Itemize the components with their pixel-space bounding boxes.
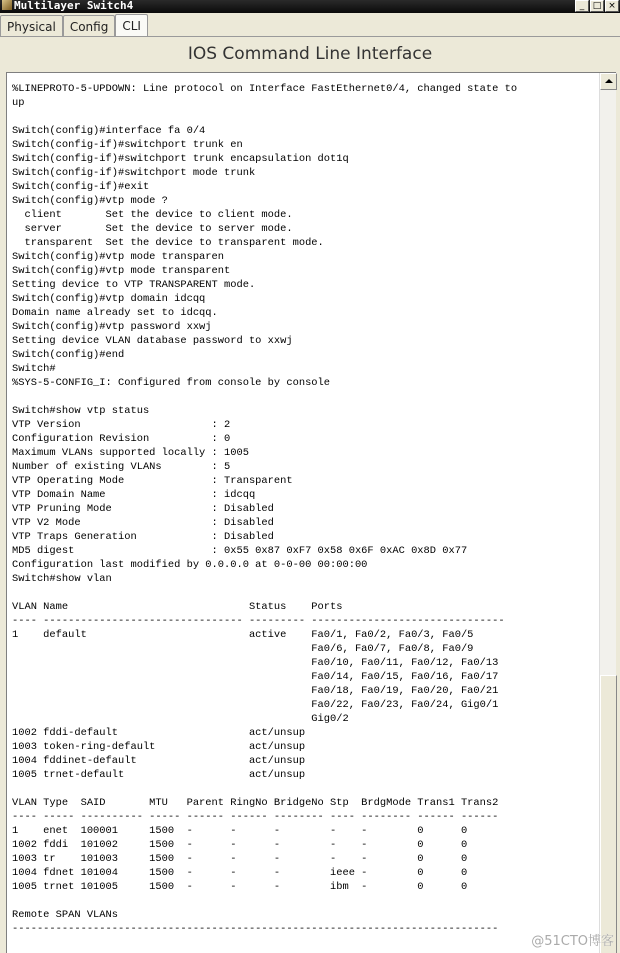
console-line bbox=[12, 110, 597, 124]
console-line: Fa0/6, Fa0/7, Fa0/8, Fa0/9 bbox=[12, 643, 474, 655]
console-line: MD5 digest : 0x55 0x87 0xF7 0x58 0x6F 0xAC 0x8D 0x77 bbox=[12, 545, 468, 557]
console-line: ------------------------------------------------------------------------------ bbox=[12, 923, 499, 935]
minimize-button[interactable]: _ bbox=[575, 0, 589, 12]
console-line: VLAN Name Status Ports bbox=[12, 601, 343, 613]
console-line: Setting device to VTP TRANSPARENT mode. bbox=[12, 279, 256, 291]
console-line: 1 default active Fa0/1, Fa0/2, Fa0/3, Fa0/5 bbox=[12, 629, 474, 641]
console-line: %SYS-5-CONFIG_I: Configured from console by console bbox=[12, 377, 331, 389]
console-line: Switch#show vtp status bbox=[12, 405, 150, 417]
console-line: Fa0/14, Fa0/15, Fa0/16, Fa0/17 bbox=[12, 671, 499, 683]
tab-config[interactable]: Config bbox=[63, 15, 116, 37]
console-line: VTP Pruning Mode : Disabled bbox=[12, 503, 274, 515]
console-line bbox=[12, 586, 597, 600]
cli-console-output[interactable] bbox=[12, 82, 597, 952]
console-line: 1002 fddi 101002 1500 - - - - - 0 0 bbox=[12, 839, 468, 851]
console-line: Switch(config-if)#switchport mode trunk bbox=[12, 167, 256, 179]
console-line: client Set the device to client mode. bbox=[12, 209, 293, 221]
console-line: Switch(config-if)#switchport trunk encapsulation dot1q bbox=[12, 153, 349, 165]
console-line: Switch(config-if)#exit bbox=[12, 181, 150, 193]
console-line: transparent Set the device to transparent mode. bbox=[12, 237, 324, 249]
console-line: Switch(config)#vtp domain idcqq bbox=[12, 293, 206, 305]
console-line: Number of existing VLANs : 5 bbox=[12, 461, 231, 473]
console-line: 1005 trnet-default act/unsup bbox=[12, 769, 306, 781]
console-line: up bbox=[12, 97, 25, 109]
console-line: 1004 fddinet-default act/unsup bbox=[12, 755, 306, 767]
window-controls bbox=[575, 0, 619, 12]
console-line: Switch#show vlan bbox=[12, 573, 112, 585]
console-line: Configuration Revision : 0 bbox=[12, 433, 231, 445]
tab-cli[interactable]: CLI bbox=[115, 14, 148, 37]
page-title: IOS Command Line Interface bbox=[187, 44, 433, 64]
console-line: 1003 tr 101003 1500 - - - - - 0 0 bbox=[12, 853, 468, 865]
cli-console-frame bbox=[6, 72, 616, 953]
console-line: server Set the device to server mode. bbox=[12, 223, 293, 235]
switch-app-icon bbox=[2, 0, 12, 10]
maximize-button[interactable]: □ bbox=[590, 0, 604, 12]
window-title: Multilayer Switch4 bbox=[14, 0, 134, 12]
console-line: VTP Domain Name : idcqq bbox=[12, 489, 256, 501]
console-line: VTP Traps Generation : Disabled bbox=[12, 531, 274, 543]
console-line: ---- ----- ---------- ----- ------ ------ -------- ---- -------- ------ ------ bbox=[12, 811, 499, 823]
console-line: 1 enet 100001 1500 - - - - - 0 0 bbox=[12, 825, 468, 837]
console-line: Fa0/22, Fa0/23, Fa0/24, Gig0/1 bbox=[12, 699, 499, 711]
watermark-text: @51CTO博客 bbox=[531, 934, 614, 949]
tab-bar bbox=[0, 14, 148, 37]
scroll-thumb[interactable] bbox=[600, 675, 617, 953]
tab-divider bbox=[0, 36, 620, 37]
console-line: Switch# bbox=[12, 363, 56, 375]
console-line: Switch(config)#vtp mode ? bbox=[12, 195, 168, 207]
console-line: %LINEPROTO-5-UPDOWN: Line protocol on Interface FastEthernet0/4, changed state to bbox=[12, 83, 518, 95]
console-line: Domain name already set to idcqq. bbox=[12, 307, 218, 319]
console-line: Fa0/10, Fa0/11, Fa0/12, Fa0/13 bbox=[12, 657, 499, 669]
console-line bbox=[12, 894, 597, 908]
console-line: Fa0/18, Fa0/19, Fa0/20, Fa0/21 bbox=[12, 685, 499, 697]
console-line: Switch(config-if)#switchport trunk en bbox=[12, 139, 243, 151]
console-line: Remote SPAN VLANs bbox=[12, 909, 119, 921]
console-line: 1002 fddi-default act/unsup bbox=[12, 727, 306, 739]
console-line: 1004 fdnet 101004 1500 - - - ieee - 0 0 bbox=[12, 867, 468, 879]
close-button[interactable]: × bbox=[605, 0, 619, 12]
console-line bbox=[12, 782, 597, 796]
console-line: VTP Operating Mode : Transparent bbox=[12, 475, 293, 487]
console-line: Maximum VLANs supported locally : 1005 bbox=[12, 447, 249, 459]
scroll-up-arrow-icon[interactable] bbox=[600, 73, 617, 90]
console-line: Switch(config)#vtp password xxwj bbox=[12, 321, 212, 333]
console-line: VTP V2 Mode : Disabled bbox=[12, 517, 274, 529]
console-line: 1005 trnet 101005 1500 - - - ibm - 0 0 bbox=[12, 881, 468, 893]
console-line: Configuration last modified by 0.0.0.0 at 0-0-00 00:00:00 bbox=[12, 559, 368, 571]
console-line: VTP Version : 2 bbox=[12, 419, 231, 431]
console-line: Switch(config)#interface fa 0/4 bbox=[12, 125, 206, 137]
console-line: Switch(config)#vtp mode transparen bbox=[12, 251, 225, 263]
console-line: Gig0/2 bbox=[12, 713, 349, 725]
console-line: ---- -------------------------------- --------- ------------------------------- bbox=[12, 615, 505, 627]
window-titlebar bbox=[0, 0, 620, 13]
console-line bbox=[12, 390, 597, 404]
tab-physical[interactable]: Physical bbox=[0, 15, 63, 37]
console-line: Switch(config)#end bbox=[12, 349, 125, 361]
console-scrollbar[interactable] bbox=[599, 73, 616, 953]
console-line: Setting device VLAN database password to xxwj bbox=[12, 335, 293, 347]
console-line: VLAN Type SAID MTU Parent RingNo BridgeNo Stp BrdgMode Trans1 Trans2 bbox=[12, 797, 499, 809]
console-line: 1003 token-ring-default act/unsup bbox=[12, 741, 306, 753]
console-line: Switch(config)#vtp mode transparent bbox=[12, 265, 231, 277]
